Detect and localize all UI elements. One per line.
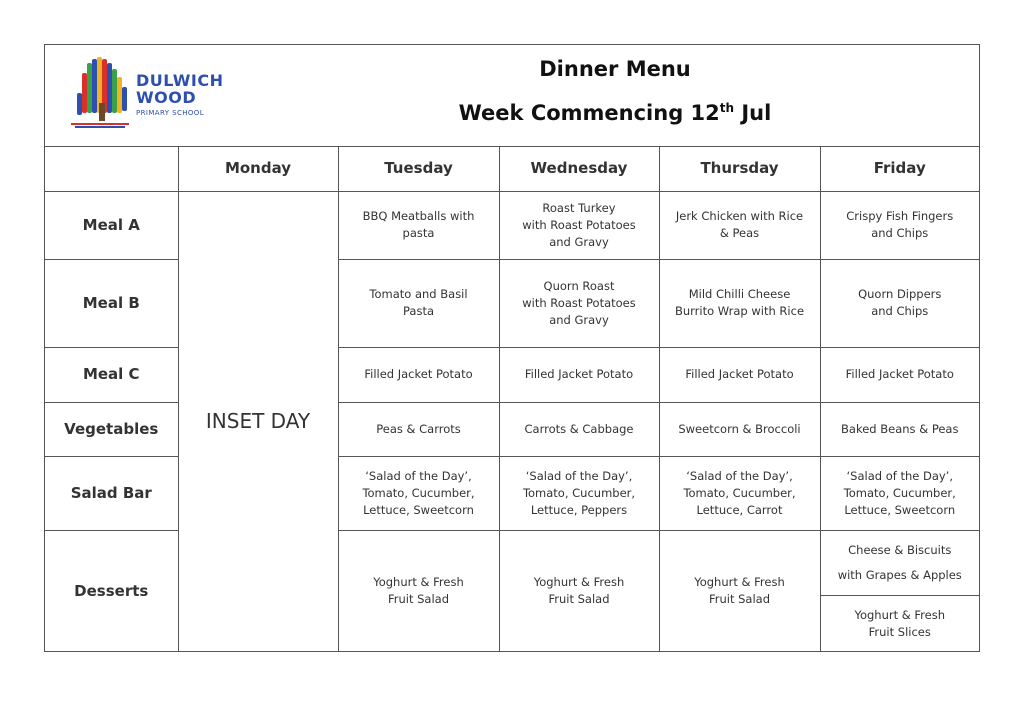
menu-line: ‘Salad of the Day’, (365, 468, 472, 483)
menu-line: Yoghurt & Fresh (533, 575, 625, 589)
day-header-thursday: Thursday (659, 146, 820, 191)
menu-line: & Peas (719, 226, 760, 240)
school-name-line3: PRIMARY SCHOOL (136, 109, 205, 117)
menu-line: Tomato and Basil (369, 287, 468, 301)
menu-line: and Gravy (549, 234, 609, 249)
school-name (136, 72, 223, 118)
menu-line: ‘Salad of the Day’, (686, 468, 793, 483)
menu-cell (499, 456, 659, 530)
menu-cell (499, 530, 659, 652)
menu-line: Cheese & Biscuits (848, 542, 952, 557)
menu-cell (820, 259, 979, 347)
table-row-meal-a (45, 191, 979, 259)
menu-line: Tomato, Cucumber, (683, 485, 796, 500)
menu-cell: Filled Jacket Potato (659, 347, 820, 402)
row-label: Meal C (45, 347, 178, 402)
menu-line: Yoghurt & Fresh (854, 607, 946, 622)
menu-cell-friday-desserts (820, 530, 979, 652)
menu-header (45, 45, 979, 147)
menu-cell: Baked Beans & Peas (820, 402, 979, 456)
menu-line: Jerk Chicken with Rice (675, 209, 804, 223)
menu-cell (499, 259, 659, 347)
subtitle-end: Jul (734, 101, 772, 125)
menu-cell (659, 456, 820, 530)
menu-line: Tomato, Cucumber, (522, 485, 636, 500)
school-name-line1: DULWICH (136, 71, 224, 90)
menu-line: Pasta (402, 304, 434, 318)
menu-line: Fruit Salad (548, 592, 610, 606)
menu-cell (338, 191, 499, 259)
page-title: Dinner Menu (539, 57, 691, 81)
menu-line: with Roast Potatoes (522, 217, 636, 232)
menu-cell: Filled Jacket Potato (338, 347, 499, 402)
day-header-friday: Friday (820, 146, 979, 191)
menu-line: Yoghurt & Fresh (373, 575, 464, 589)
menu-cell (338, 530, 499, 652)
day-header-tuesday: Tuesday (338, 146, 499, 191)
menu-line: Yoghurt & Fresh (694, 575, 785, 589)
monday-inset-day: INSET DAY (178, 191, 338, 652)
menu-line: and Gravy (549, 312, 609, 327)
menu-line: Quorn Dippers (858, 287, 942, 301)
menu-line: and Chips (871, 226, 929, 240)
menu-line: pasta (402, 226, 435, 240)
menu-cell (659, 259, 820, 347)
menu-line: Lettuce, Peppers (530, 502, 628, 517)
row-label: Vegetables (45, 402, 178, 456)
menu-line: Crispy Fish Fingers (846, 209, 954, 223)
corner-cell (45, 146, 178, 191)
menu-line: ‘Salad of the Day’, (525, 468, 633, 483)
page-subtitle (425, 101, 805, 125)
menu-cell: Sweetcorn & Broccoli (659, 402, 820, 456)
menu-line: Lettuce, Sweetcorn (363, 502, 474, 517)
menu-cell (820, 456, 979, 530)
day-header-monday: Monday (178, 146, 338, 191)
menu-cell (820, 191, 979, 259)
menu-line: Quorn Roast (543, 278, 615, 293)
menu-line: Mild Chilli Cheese (688, 287, 791, 301)
row-label: Meal A (45, 191, 178, 259)
menu-cell: Filled Jacket Potato (499, 347, 659, 402)
menu-line: Fruit Salad (387, 592, 450, 606)
menu-line: with Roast Potatoes (522, 295, 636, 310)
row-label: Desserts (45, 530, 178, 652)
menu-line: Tomato, Cucumber, (362, 485, 475, 500)
table-header-row (45, 146, 979, 191)
row-label: Salad Bar (45, 456, 178, 530)
menu-line: and Chips (871, 304, 929, 318)
menu-line: with Grapes & Apples (837, 567, 962, 582)
menu-cell: Peas & Carrots (338, 402, 499, 456)
friday-dessert-bottom (821, 596, 980, 652)
menu-line: Tomato, Cucumber, (843, 485, 956, 500)
subtitle-sup: th (719, 101, 735, 115)
menu-line: Fruit Slices (868, 624, 931, 639)
menu-line: BBQ Meatballs with (362, 209, 475, 223)
menu-cell (338, 259, 499, 347)
row-label: Meal B (45, 259, 178, 347)
menu-cell (499, 191, 659, 259)
menu-cell: Filled Jacket Potato (820, 347, 979, 402)
school-name-line2: WOOD (136, 88, 197, 107)
friday-dessert-top (821, 531, 980, 596)
menu-cell (338, 456, 499, 530)
subtitle-prefix: Week Commencing 12 (458, 101, 720, 125)
menu-cell: Carrots & Cabbage (499, 402, 659, 456)
menu-cell (659, 530, 820, 652)
menu-line: Lettuce, Carrot (696, 502, 783, 517)
menu-cell (659, 191, 820, 259)
menu-line: Fruit Salad (708, 592, 771, 606)
menu-line: Lettuce, Sweetcorn (844, 502, 956, 517)
menu-line: Roast Turkey (542, 200, 616, 215)
menu-table (45, 146, 979, 652)
menu-frame (44, 44, 980, 652)
menu-line: ‘Salad of the Day’, (846, 468, 953, 483)
menu-line: Burrito Wrap with Rice (674, 304, 805, 318)
day-header-wednesday: Wednesday (499, 146, 659, 191)
